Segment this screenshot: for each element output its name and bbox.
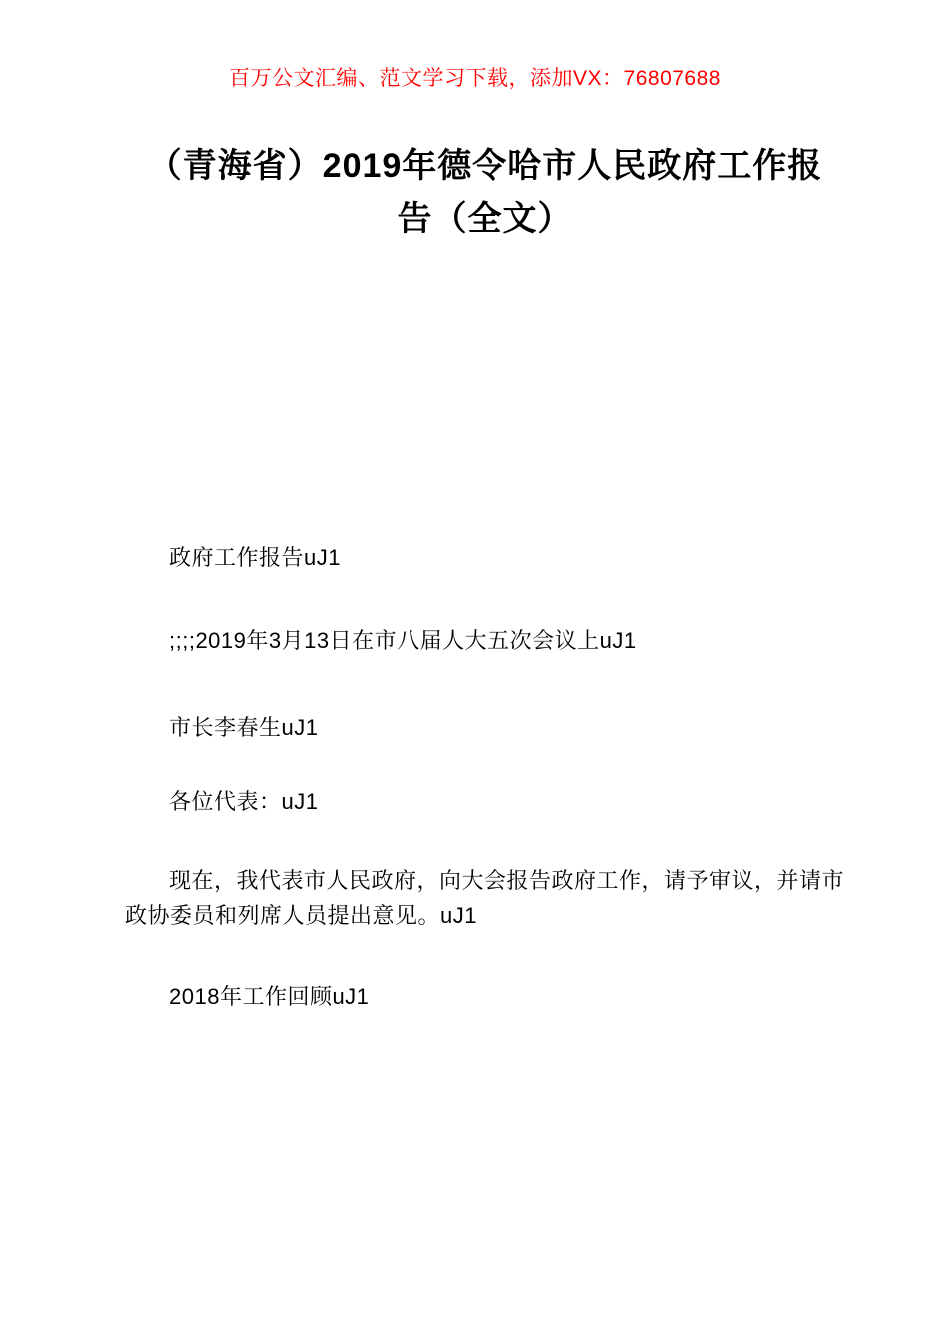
paragraph: 2018年工作回顾uJ1 <box>169 984 370 1010</box>
paragraph: 各位代表：uJ1 <box>169 788 319 814</box>
document-body <box>125 540 845 1062</box>
paragraph: ;;;;2019年3月13日在市八届人大五次会议上uJ1 <box>169 628 637 654</box>
paragraph: 现在，我代表市人民政府，向大会报告政府工作，请予审议，并请市政协委员和列席人员提出意见。uJ1 <box>125 867 845 928</box>
page-title: （青海省）2019年德令哈市人民政府工作报告（全文） <box>147 147 823 238</box>
paragraph: 政府工作报告uJ1 <box>169 545 341 570</box>
watermark-text: 百万公文汇编、范文学习下载，添加VX：76807688 <box>229 67 721 90</box>
paragraph: 市长李春生uJ1 <box>169 715 319 741</box>
